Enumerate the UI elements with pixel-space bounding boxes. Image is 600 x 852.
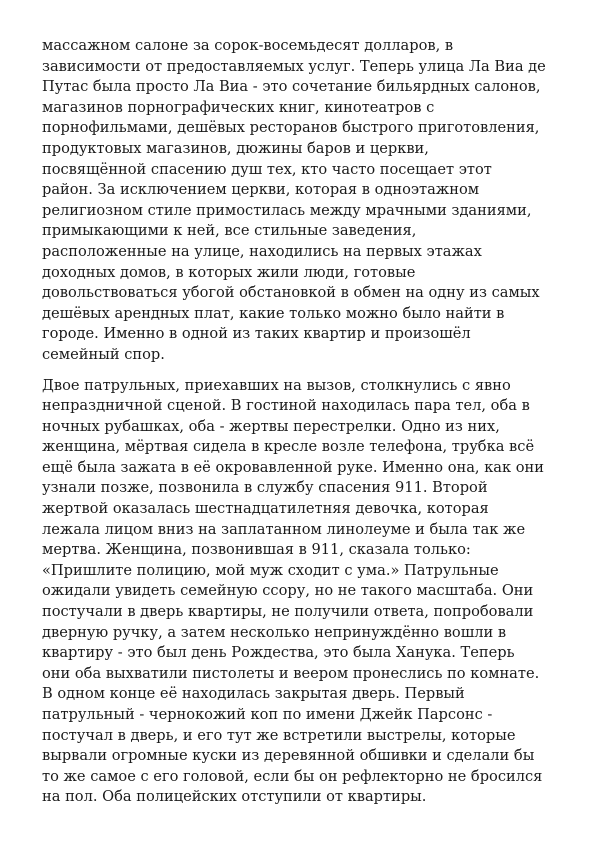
text-line: ночных рубашках, оба - жертвы перестрелки. Одно из них, xyxy=(42,417,500,435)
text-line: семейный спор. xyxy=(42,345,165,363)
text-line: порнофильмами, дешёвых ресторанов быстрого приготовления, xyxy=(42,119,540,137)
text-line: жертвой оказалась шестнадцатилетняя девочка, которая xyxy=(42,500,489,518)
text-line: патрульный - чернокожий коп по имени Джейк Парсонс - xyxy=(42,706,493,723)
text-line: В одном конце её находилась закрытая дверь. Первый xyxy=(42,685,465,703)
text-line: мертва. Женщина, позвонившая в 911, сказала только: xyxy=(42,541,471,559)
text-line: то же самое с его головой, если бы он рефлекторно не бросился xyxy=(42,767,543,785)
text-line: Путас была просто Ла Виа - это сочетание бильярдных салонов, xyxy=(42,78,541,96)
text-line: ожидали увидеть семейную ссору, но не такого масштаба. Они xyxy=(42,582,534,600)
text-line: вырвали огромные куски из деревянной обшивки и сделали бы xyxy=(42,747,535,765)
text-line: Двое патрульных, приехавших на вызов, столкнулись с явно xyxy=(42,376,511,394)
text-line: религиозном стиле примостилась между мрачными зданиями, xyxy=(42,201,532,219)
text-line: женщина, мёртвая сидела в кресле возле телефона, трубка всё xyxy=(42,438,535,456)
text-line: район. За исключением церкви, которая в одноэтажном xyxy=(42,181,480,199)
text-line: дверную ручку, а затем несколько непринуждённо вошли в xyxy=(42,623,507,641)
text-line: продуктовых магазинов, дюжины баров и церкви, xyxy=(42,139,429,157)
text-line: постучали в дверь квартиры, не получили ответа, попробовали xyxy=(42,603,534,621)
text-line: узнали позже, позвонила в службу спасения 911. Второй xyxy=(42,479,488,497)
text-line: доходных домов, в которых жили люди, готовые xyxy=(42,263,416,281)
text-line: постучал в дверь, и его тут же встретили выстрелы, которые xyxy=(42,726,516,744)
text-line: довольствоваться убогой обстановкой в обмен на одну из самых xyxy=(42,284,540,302)
document-page xyxy=(42,36,562,808)
text-line: на пол. Оба полицейских отступили от квартиры. xyxy=(42,788,427,806)
text-line: расположенные на улице, находились на первых этажах xyxy=(42,242,482,260)
text-line: лежала лицом вниз на заплатанном линолеуме и была так же xyxy=(42,520,526,538)
text-line: примыкающими к ней, все стильные заведения, xyxy=(42,222,417,240)
paragraph-1 xyxy=(42,36,562,366)
text-line: зависимости от предоставляемых услуг. Теперь улица Ла Виа де xyxy=(42,57,546,75)
paragraph-2 xyxy=(42,376,562,808)
text-line: «Пришлите полицию, мой муж сходит с ума.» Патрульные xyxy=(42,561,499,579)
text-line: городе. Именно в одной из таких квартир и произошёл xyxy=(42,325,471,343)
text-line: массажном салоне за сорок-восемьдесят долларов, в xyxy=(42,37,454,54)
text-line: они оба выхватили пистолеты и веером пронеслись по комнате. xyxy=(42,664,540,682)
text-line: дешёвых арендных плат, какие только можно было найти в xyxy=(42,304,505,322)
text-line: непраздничной сценой. В гостиной находилась пара тел, оба в xyxy=(42,397,530,415)
text-line: магазинов порнографических книг, кинотеатров с xyxy=(42,98,435,116)
text-line: ещё была зажата в её окровавленной руке. Именно она, как они xyxy=(42,458,545,476)
text-line: квартиру - это был день Рождества, это была Ханука. Теперь xyxy=(42,644,515,662)
text-line: посвящённой спасению душ тех, кто часто посещает этот xyxy=(42,160,492,178)
